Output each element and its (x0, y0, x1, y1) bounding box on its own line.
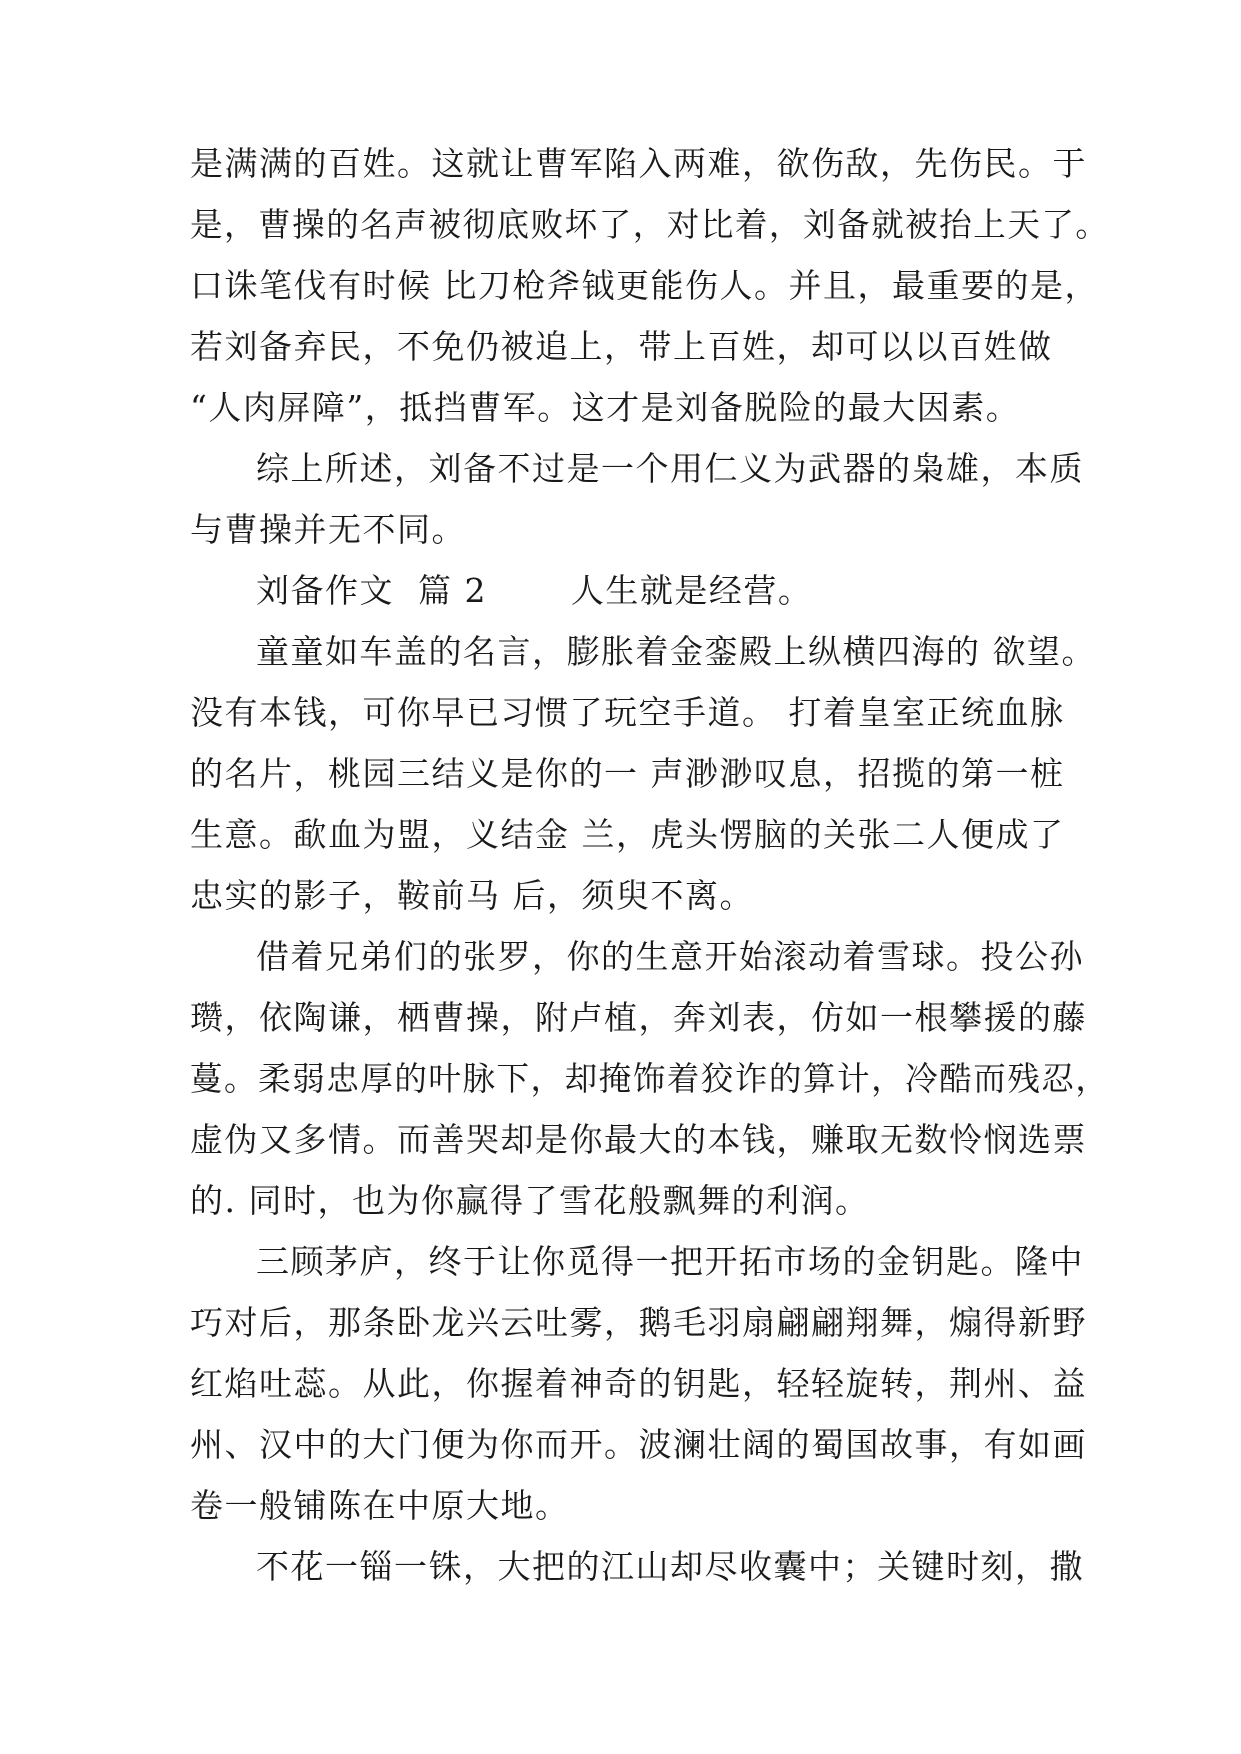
text-line: 是，曹操的名声被彻底败坏了，对比着，刘备就被抬上天了。 (190, 205, 1110, 244)
text-line: “人肉屏障”，抵挡曹军。这才是刘备脱险的最大因素。 (190, 388, 1021, 427)
paragraph-first-line: 三顾茅庐，终于让你觅得一把开拓市场的金钥匙。隆中 (256, 1242, 1084, 1281)
text-line: 卷一般铺陈在中原大地。 (190, 1486, 570, 1525)
text-line: 没有本钱，可你早已习惯了玩空手道。 打着皇室正统血脉 (190, 693, 1065, 732)
text-line: 蔓。柔弱忠厚的叶脉下，却掩饰着狡诈的算计，冷酷而残忍， (190, 1059, 1110, 1098)
text-line: 州、汉中的大门便为你而开。波澜壮阔的蜀国故事，有如画 (190, 1425, 1087, 1464)
text-line: 若刘备弃民，不免仍被追上，带上百姓，却可以以百姓做 (190, 327, 1053, 366)
section-heading: 刘备作文 篇 2 人生就是经营。 (256, 571, 813, 610)
text-line: 是满满的百姓。这就让曹军陷入两难，欲伤敌，先伤民。于 (190, 144, 1087, 183)
text-line: 的名片，桃园三结义是你的一 声渺渺叹息，招揽的第一桩 (190, 754, 1065, 793)
text-line: 红焰吐蕊。从此，你握着神奇的钥匙，轻轻旋转，荆州、益 (190, 1364, 1087, 1403)
text-line: 虚伪又多情。而善哭却是你最大的本钱，赚取无数怜悯选票 (190, 1120, 1087, 1159)
paragraph-first-line: 借着兄弟们的张罗，你的生意开始滚动着雪球。投公孙 (256, 937, 1084, 976)
text-line: 与曹操并无不同。 (190, 510, 466, 549)
text-line: 口诛笔伐有时候 比刀枪斧钺更能伤人。并且，最重要的是， (190, 266, 1099, 305)
text-line: 生意。歃血为盟，义结金 兰，虎头愣脑的关张二人便成了 (190, 815, 1065, 854)
text-line: 的. 同时，也为你赢得了雪花般飘舞的利润。 (190, 1181, 870, 1220)
paragraph-first-line: 童童如车盖的名言，膨胀着金銮殿上纵横四海的 欲望。 (256, 632, 1096, 671)
text-line: 忠实的影子，鞍前马 后，须臾不离。 (190, 876, 754, 915)
text-line: 瓒，依陶谦，栖曹操，附卢植，奔刘表，仿如一根攀援的藤 (190, 998, 1087, 1037)
paragraph-first-line: 综上所述，刘备不过是一个用仁义为武器的枭雄，本质 (256, 449, 1084, 488)
paragraph-first-line: 不花一锱一铢，大把的江山却尽收囊中；关键时刻，撒 (256, 1547, 1084, 1586)
text-line: 巧对后，那条卧龙兴云吐雾，鹅毛羽扇翩翩翔舞，煽得新野 (190, 1303, 1087, 1342)
